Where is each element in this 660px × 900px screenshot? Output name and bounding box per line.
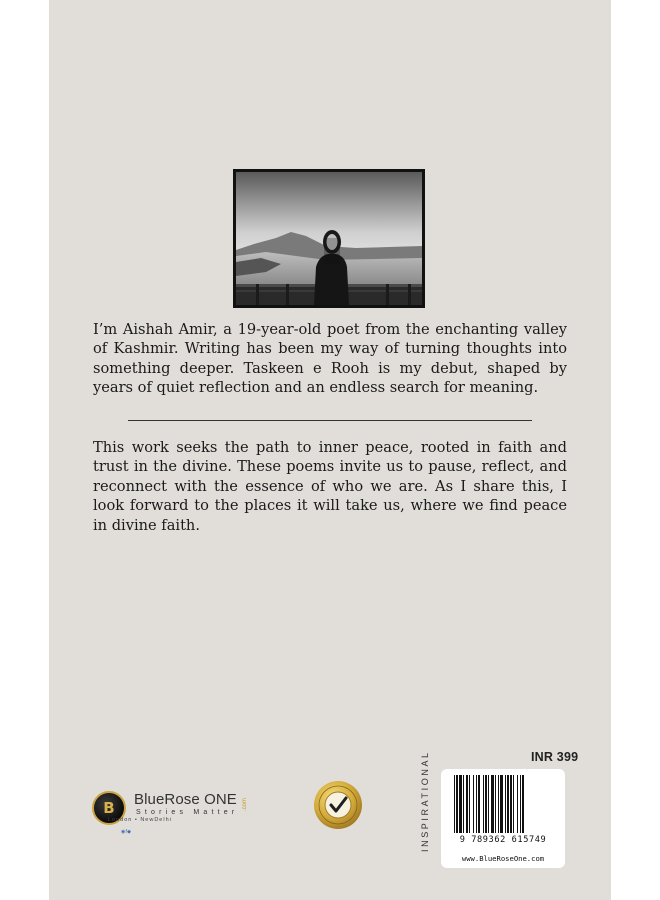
author-photo [233, 169, 425, 308]
barcode-bar [485, 775, 487, 833]
barcode-bar [469, 775, 470, 833]
barcode-bar [505, 775, 506, 833]
isbn-number: 9 789362 615749 [459, 835, 547, 845]
barcode-bar [507, 775, 509, 833]
barcode-bar [513, 775, 514, 833]
barcode-bar [466, 775, 468, 833]
certification-seal-icon [312, 779, 364, 831]
barcode-bar [483, 775, 484, 833]
barcode-bar [476, 775, 477, 833]
publisher-cities: London • NewDelhi [108, 817, 172, 823]
barcode-bar [491, 775, 494, 833]
publisher-tagline: Stories Matter [136, 809, 239, 816]
book-blurb: This work seeks the path to inner peace, rooted in faith and trust in the divine. These poems invite us to pause, reflect, and reconnect with the essence of who we are. As I share this, I look forward to the places it will take us, where we find peace in divine faith. [93, 439, 567, 534]
barcode-bar [456, 775, 458, 833]
barcode [441, 769, 565, 868]
publisher-logo-icon: B [92, 791, 126, 825]
barcode-bar [478, 775, 480, 833]
barcode-bar [510, 775, 512, 833]
barcode-bar [522, 775, 524, 833]
barcode-bar [454, 775, 455, 833]
publisher-website: www.BlueRoseOne.com [461, 854, 545, 863]
barcode-bar [517, 775, 518, 833]
publisher-block [92, 787, 262, 831]
social-icons: ◉f◆ [121, 829, 131, 835]
barcode-bar [459, 775, 462, 833]
barcode-bar [488, 775, 489, 833]
barcode-bar [473, 775, 474, 833]
price-label: INR 399 [531, 750, 579, 764]
author-bio: I’m Aishah Amir, a 19-year-old poet from the enchanting valley of Kashmir. Writing has been my way of turning thoughts into something deeper. Taskeen e Rooh is my debut, shaped by years of quiet reflection and an endless search for meaning. [93, 321, 567, 397]
barcode-bars [454, 775, 552, 833]
barcode-bar [498, 775, 499, 833]
barcode-bar [495, 775, 496, 833]
genre-label: INSPIRATIONAL [420, 750, 430, 852]
barcode-bar [500, 775, 503, 833]
barcode-bar [463, 775, 464, 833]
publisher-dotcom: .com [242, 797, 248, 811]
barcode-bar [520, 775, 521, 833]
publisher-name: BlueRose ONE [134, 791, 237, 808]
divider [128, 420, 532, 421]
